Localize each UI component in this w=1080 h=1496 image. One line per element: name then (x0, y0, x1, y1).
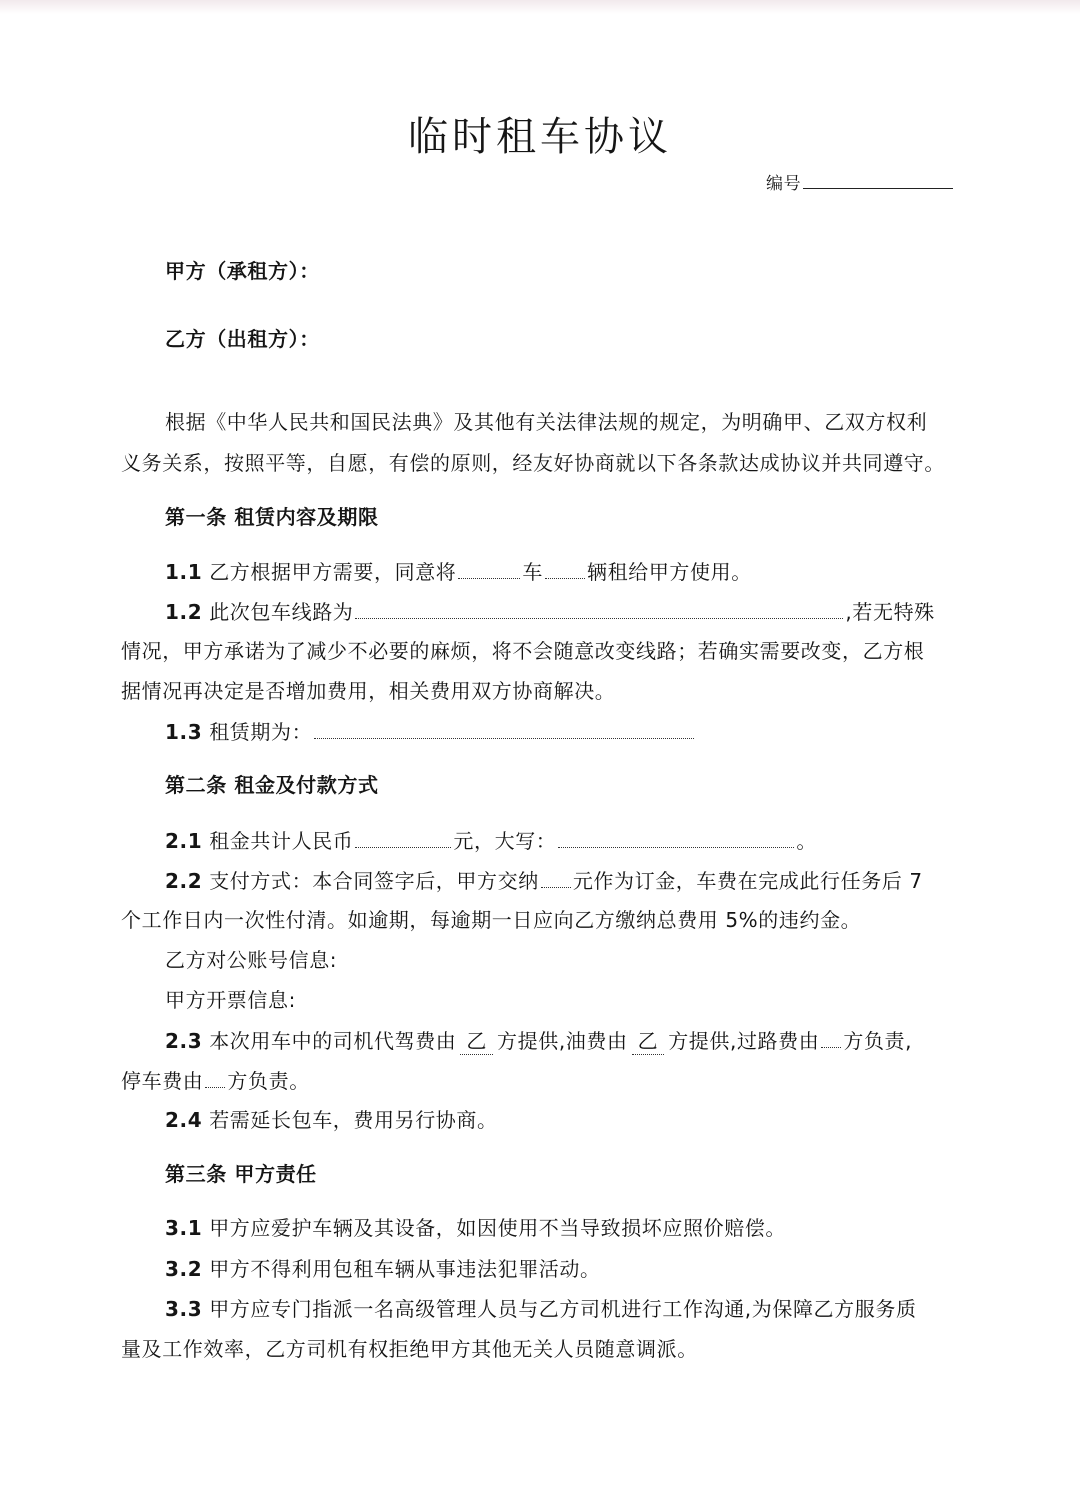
scan-edge-shade (0, 0, 1080, 14)
serial-number-blank[interactable] (803, 166, 953, 189)
fuel-fee-party-blank[interactable]: 乙 (632, 1028, 665, 1055)
clause-number: 2.2 (165, 869, 203, 893)
clause-text: 甲方应专门指派一名高级管理人员与乙方司机进行工作沟通,为保障乙方服务质 (209, 1297, 917, 1321)
clause-number: 2.4 (165, 1108, 203, 1132)
clause-3-1 (165, 1215, 786, 1241)
clause-2-2 (165, 867, 923, 894)
party-b-label: 乙方（出租方）： (165, 327, 320, 351)
clause-number: 1.3 (165, 720, 203, 744)
clause-text: 租赁期为： (209, 720, 313, 744)
clause-text: 方负责, (843, 1029, 913, 1053)
clause-text: 甲方不得利用包租车辆从事违法犯罪活动。 (209, 1257, 601, 1281)
clause-text: 方提供,油费由 (497, 1029, 628, 1053)
clause-1-1 (165, 558, 752, 585)
clause-text: 若需延长包车，费用另行协商。 (209, 1108, 498, 1132)
article-1-heading: 第一条 租赁内容及期限 (165, 505, 379, 529)
route-blank[interactable] (355, 598, 843, 619)
clause-text: ,若无特殊 (845, 600, 935, 624)
rent-amount-blank[interactable] (355, 827, 451, 848)
clause-number: 3.1 (165, 1216, 203, 1240)
clause-number: 2.1 (165, 829, 203, 853)
clause-3-2 (165, 1256, 601, 1282)
clause-text: 辆租给甲方使用。 (587, 560, 752, 584)
clause-2-1 (165, 827, 817, 854)
clause-number: 3.3 (165, 1297, 203, 1321)
clause-number: 1.1 (165, 560, 203, 584)
serial-number-label: 编号 (766, 174, 802, 194)
clause-1-3 (165, 718, 696, 745)
party-a-invoice-info: 甲方开票信息: (165, 988, 296, 1012)
clause-text: 乙方根据甲方需要，同意将 (209, 560, 457, 584)
rent-amount-words-blank[interactable] (558, 827, 794, 848)
clause-text: 。 (796, 829, 818, 853)
parking-fee-party-blank[interactable] (205, 1067, 225, 1088)
clause-text: 甲方应爱护车辆及其设备，如因使用不当导致损坏应照价赔偿。 (209, 1216, 787, 1240)
clause-text: 方负责。 (227, 1069, 310, 1093)
serial-number-field (766, 166, 953, 197)
clause-3-3 (165, 1296, 917, 1322)
deposit-blank[interactable] (541, 867, 571, 888)
party-b-account-info: 乙方对公账号信息: (165, 948, 338, 972)
clause-2-3-line-2 (121, 1067, 310, 1094)
clause-text: 元，大写： (453, 829, 557, 853)
vehicle-type-blank[interactable] (458, 558, 520, 579)
clause-number: 2.3 (165, 1029, 203, 1053)
party-a-label: 甲方（承租方）： (165, 259, 320, 283)
clause-1-2 (165, 598, 935, 625)
clause-2-2-line-2: 个工作日内一次性付清。如逾期，每逾期一日应向乙方缴纳总费用 5%的违约金。 (121, 908, 862, 932)
clause-2-4 (165, 1107, 498, 1133)
clause-text: 此次包车线路为 (209, 600, 354, 624)
clause-1-2-line-2: 情况，甲方承诺为了减少不必要的麻烦，将不会随意改变线路；若确实需要改变，乙方根 (121, 639, 925, 663)
preamble-line-2: 义务关系，按照平等，自愿，有偿的原则，经友好协商就以下各条款达成协议并共同遵守。 (121, 451, 945, 475)
toll-fee-party-blank[interactable] (821, 1027, 841, 1048)
clause-2-3 (165, 1027, 912, 1055)
clause-text: 租金共计人民币 (209, 829, 354, 853)
vehicle-count-blank[interactable] (545, 558, 585, 579)
driver-fee-party-blank[interactable]: 乙 (460, 1028, 493, 1055)
document-title: 临时租车协议 (408, 114, 672, 160)
clause-text: 车 (522, 560, 544, 584)
clause-number: 3.2 (165, 1257, 203, 1281)
clause-text: 元作为订金，车费在完成此行任务后 7 (572, 869, 923, 893)
preamble-line-1: 根据《中华人民共和国民法典》及其他有关法律法规的规定，为明确甲、乙双方权利 (165, 410, 928, 434)
clause-3-3-line-2: 量及工作效率，乙方司机有权拒绝甲方其他无关人员随意调派。 (121, 1337, 698, 1361)
clause-text: 方提供,过路费由 (668, 1029, 820, 1053)
clause-number: 1.2 (165, 600, 203, 624)
clause-text: 支付方式：本合同签字后，甲方交纳 (209, 869, 539, 893)
clause-1-2-line-3: 据情况再决定是否增加费用，相关费用双方协商解决。 (121, 679, 616, 703)
clause-text: 本次用车中的司机代驾费由 (209, 1029, 457, 1053)
article-3-heading: 第三条 甲方责任 (165, 1162, 317, 1186)
lease-term-blank[interactable] (314, 718, 694, 739)
clause-text: 停车费由 (121, 1069, 204, 1093)
article-2-heading: 第二条 租金及付款方式 (165, 773, 379, 797)
